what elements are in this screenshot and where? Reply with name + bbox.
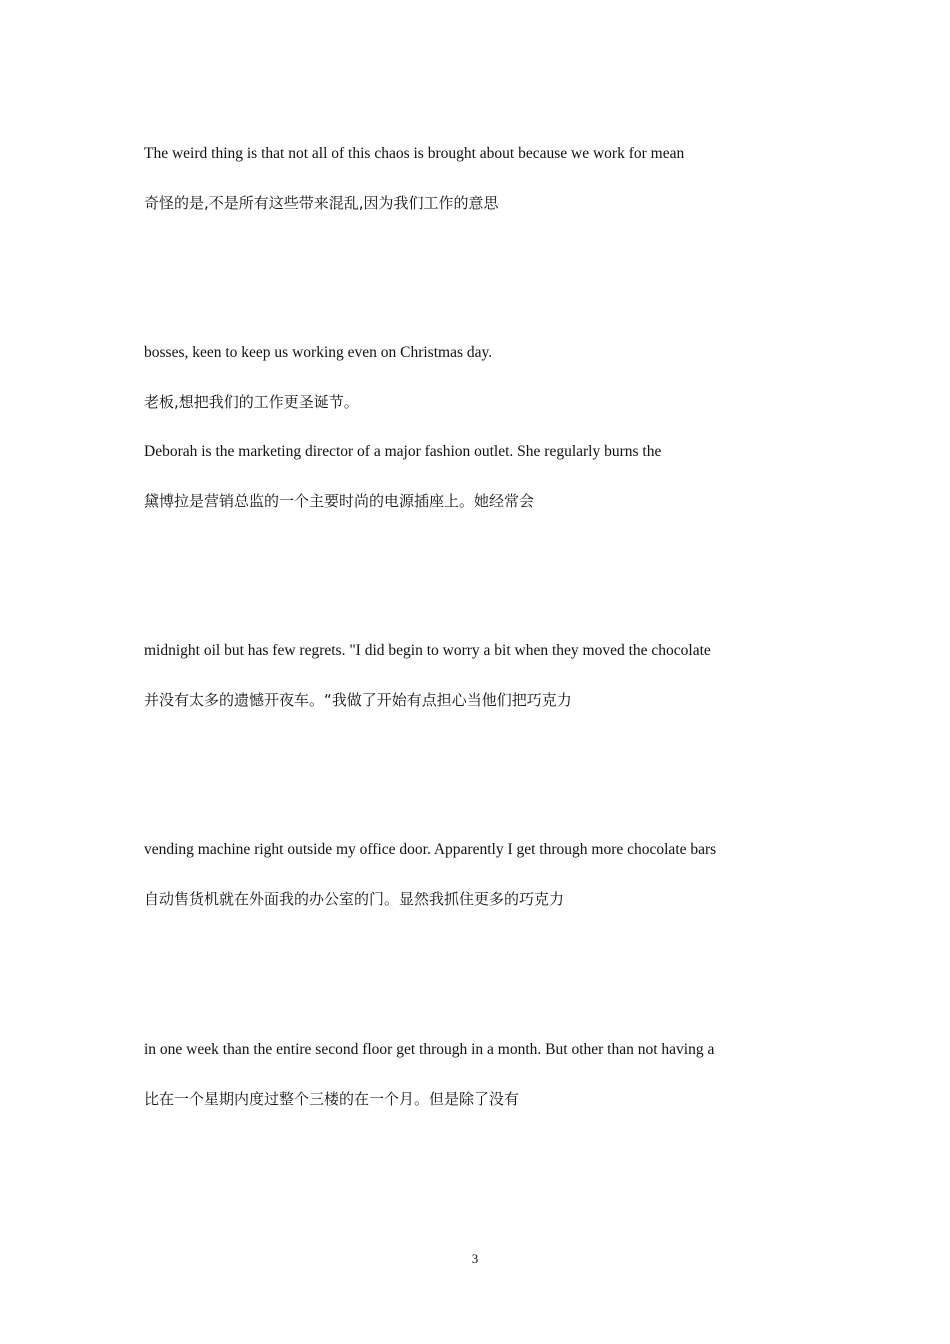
chinese-line-3: 黛博拉是营销总监的一个主要时尚的电源插座上。她经常会 [144,492,535,510]
chinese-line-4: 并没有太多的遗憾开夜车。“我做了开始有点担心当他们把巧克力 [144,691,572,709]
page-number: 3 [471,1251,479,1266]
chinese-line-2: 老板,想把我们的工作更圣诞节。 [144,393,359,411]
english-line-4: midnight oil but has few regrets. "I did begin to worry a bit when they moved the chocolate [144,642,711,659]
english-line-6: in one week than the entire second floor get through in a month. But other than not having a [144,1041,715,1058]
english-line-5: vending machine right outside my office door. Apparently I get through more chocolate bars [144,841,717,858]
english-line-2: bosses, keen to keep us working even on Christmas day. [144,344,493,361]
english-line-3: Deborah is the marketing director of a major fashion outlet. She regularly burns the [144,443,662,460]
english-line-1: The weird thing is that not all of this chaos is brought about because we work for mean [144,145,685,162]
chinese-line-5: 自动售货机就在外面我的办公室的门。显然我抓住更多的巧克力 [144,890,565,908]
chinese-line-1: 奇怪的是,不是所有这些带来混乱,因为我们工作的意思 [144,194,499,212]
chinese-line-6: 比在一个星期内度过整个三楼的在一个月。但是除了没有 [144,1090,520,1108]
